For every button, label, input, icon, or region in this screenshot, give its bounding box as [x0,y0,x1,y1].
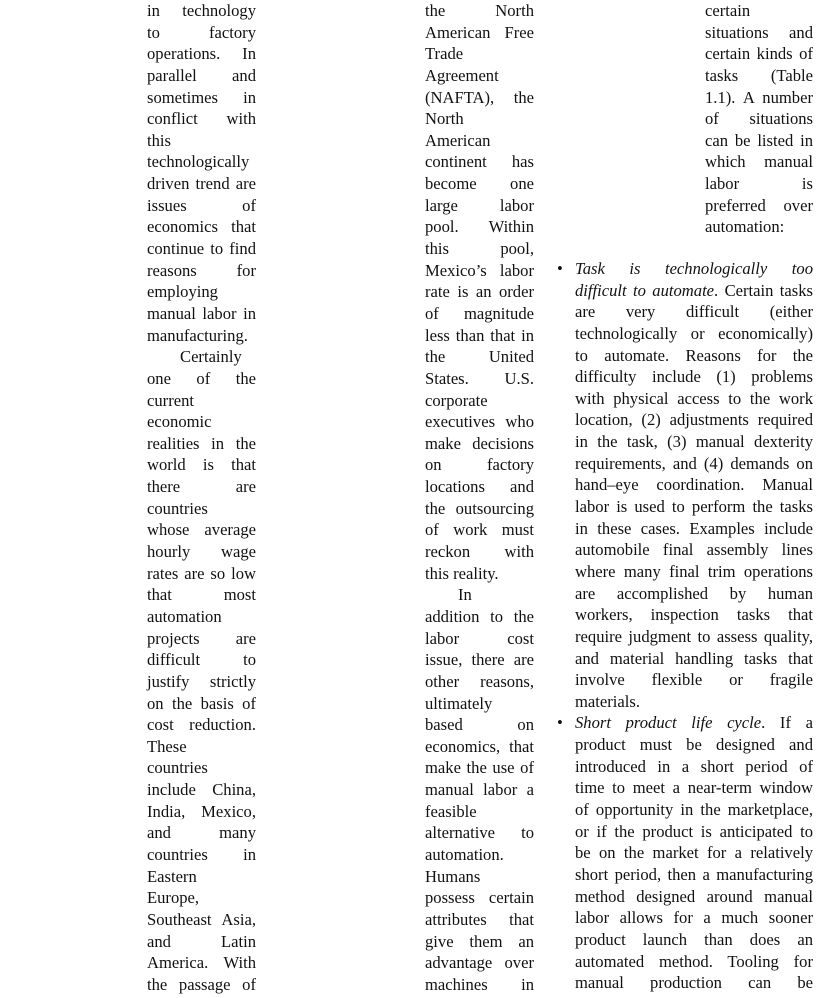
text-line [705,0,813,22]
text-line: make the use of [425,758,534,778]
text-line: reasons for [147,260,256,280]
text-line: in these cases. Examples include [575,518,813,538]
text-line: are very difficult (either [575,302,813,322]
text-line: India, Mexico, [147,801,256,821]
text-line: advantage over [425,953,534,973]
text-line: Trade [425,44,464,64]
text-line: this pool, [425,239,534,259]
text-line: of magnitude [425,303,534,323]
line-text: . Certain tasks [714,280,813,300]
line-text: automation: [705,217,785,237]
text-line: workers, inspection tasks that [575,605,813,625]
text-line: manual labor in [147,303,256,323]
text-line: location, (2) adjustments required [575,410,813,430]
text-line: manual labor a [425,780,534,800]
text-line: the North [425,1,534,20]
text-line: short period, then a manufacturing [575,864,813,884]
text-line: difficulty include (1) problems [575,367,813,387]
text-column-2 [425,0,534,995]
text-line: operations. In [147,44,256,64]
text-line: attributes that [425,909,534,929]
text-line: that most [147,585,256,605]
text-line: can be listed in [705,130,813,150]
text-line: justify strictly [147,671,256,691]
text-line: locations and [425,477,534,497]
text-line: feasible [425,801,477,821]
text-line: technologically or economically) [575,323,813,343]
text-line: time to meet a near-term window [575,778,813,798]
italic-term: Short product life cycle [575,713,762,733]
line-text: Certainly [180,347,242,367]
text-line: hand–eye coordination. Manual [575,475,813,495]
italic-term: Task is technologically too [575,259,813,278]
text-line: in the task, (3) manual dexterity [575,432,813,452]
text-line: parallel and [147,65,256,85]
text-line: and material handling tasks that [575,648,813,668]
text-line: preferred over [705,195,813,215]
text-line: labor allows for a much sooner [575,908,813,928]
bullet-item [557,712,813,993]
text-line: this [147,130,171,150]
text-line: the passage of [147,974,256,994]
text-line: require judgment to assess quality, [575,626,813,646]
bullet-list [557,258,813,994]
text-line: the United [425,347,534,367]
text-line: situations and [705,22,813,42]
text-line: on the basis of [147,693,256,713]
text-line [575,712,813,734]
text-line: issue, there are [425,650,534,670]
text-line: Mexico’s labor [425,260,534,280]
text-line: These [147,736,187,756]
text-line: 1.1). A number [705,87,813,107]
text-line: Southeast Asia, [147,909,256,929]
text-line: automation. [425,844,504,864]
text-line [425,584,534,606]
text-line [147,346,256,368]
text-line: involve flexible or fragile [575,670,813,690]
line-text: this reality. [425,563,499,583]
text-line: whose average [147,520,256,540]
text-line: countries [147,498,208,518]
text-line: current [147,390,194,410]
line-text: manufacturing. [147,325,248,345]
bullet-item [557,258,813,712]
text-line: make decisions [425,433,534,453]
text-line: other reasons, [425,671,534,691]
italic-term: difficult to automate [575,280,715,300]
text-line: one of the [147,368,256,388]
text-line: be on the market for a relatively [575,843,813,863]
line-text: . If a [761,713,813,733]
text-line: or if the product is anticipated to [575,821,813,841]
text-line: Eastern [147,866,197,886]
text-line: automobile final assembly lines [575,540,813,560]
text-line: countries [147,758,208,778]
text-line: addition to the [425,606,534,626]
text-line: alternative to [425,823,534,843]
text-line [575,258,813,280]
text-line: Europe, [147,888,200,908]
text-line: rates are so low [147,563,256,583]
text-line: (NAFTA), the [425,87,534,107]
text-line: reckon with [425,542,534,562]
text-line: continue to find [147,239,256,259]
text-line: labor is used to perform the tasks [575,497,813,517]
text-line: pool. Within [425,217,534,237]
text-line: economic [147,412,212,432]
text-line: States. U.S. [425,368,534,388]
text-line: certain kinds of [705,44,813,64]
text-line: and many [147,823,256,843]
text-line [147,325,256,347]
text-line: less than that in [425,325,534,345]
text-line: countries in [147,844,256,864]
text-line: include China, [147,780,256,800]
text-line: to automate. Reasons for the [575,345,813,365]
text-line: economics that [147,217,256,237]
text-line: issues of [147,195,256,215]
text-line: give them an [425,931,534,951]
text-line: product must be designed and [575,735,813,755]
text-line: tasks (Table [705,65,813,85]
text-line: labor is [705,174,813,194]
text-line: machines in [425,974,534,994]
text-line: sometimes in [147,87,256,107]
text-line: there are [147,477,256,497]
text-line: executives who [425,412,534,432]
text-line: requirements, and (4) demands on [575,453,813,473]
text-line: based on [425,715,534,735]
text-line: the outsourcing [425,498,534,518]
text-line: to factory [147,22,256,42]
text-line: and Latin [147,931,256,951]
text-line: possess certain [425,888,534,908]
text-line: cost reduction. [147,715,256,735]
text-line: difficult to [147,650,256,670]
text-line [425,563,534,585]
text-line: conflict with [147,109,256,129]
text-line: employing [147,282,218,302]
text-line: introduced in a short period of [575,756,813,776]
text-line: realities in the [147,433,256,453]
text-line: of opportunity in the marketplace, [575,800,813,820]
text-line [575,691,813,713]
text-line: ultimately [425,693,493,713]
text-line: in technology [147,1,256,20]
text-line: where many final trim operations [575,561,813,581]
text-line: method designed around manual [575,886,813,906]
text-line: continent has [425,152,534,172]
line-text: In [458,585,472,605]
text-line: American Free [425,22,534,42]
text-line: America. With [147,953,256,973]
text-line: automation [147,606,222,626]
text-line: driven trend are [147,174,256,194]
text-column-3 [705,0,813,238]
text-line: are accomplished by human [575,583,813,603]
text-line: labor cost [425,628,534,648]
text-line: of work must [425,520,534,540]
text-line: American [425,130,491,150]
text-line: of situations [705,109,813,129]
text-line: economics, that [425,736,534,756]
text-line: North [425,109,464,129]
text-line: product launch than does an [575,929,813,949]
bullet-icon: • [557,259,563,278]
line-text: materials. [575,691,640,711]
text-line: become one [425,174,534,194]
text-line: Humans [425,866,481,886]
text-line: hourly wage [147,542,256,562]
text-line: with physical access to the work [575,388,813,408]
text-line: technologically [147,152,250,172]
text-line: manual production can be [575,973,813,993]
text-line: large labor [425,195,534,215]
line-text: certain [705,1,751,20]
text-line: on factory [425,455,534,475]
text-line [705,216,813,238]
bullet-icon: • [557,713,563,733]
text-line [575,280,813,302]
text-line: world is that [147,455,256,475]
text-line: corporate [425,390,488,410]
text-line: which manual [705,152,813,172]
text-line: automated method. Tooling for [575,951,813,971]
text-line: rate is an order [425,282,534,302]
text-column-1 [147,0,256,995]
text-line: projects are [147,628,256,648]
text-line: Agreement [425,65,499,85]
